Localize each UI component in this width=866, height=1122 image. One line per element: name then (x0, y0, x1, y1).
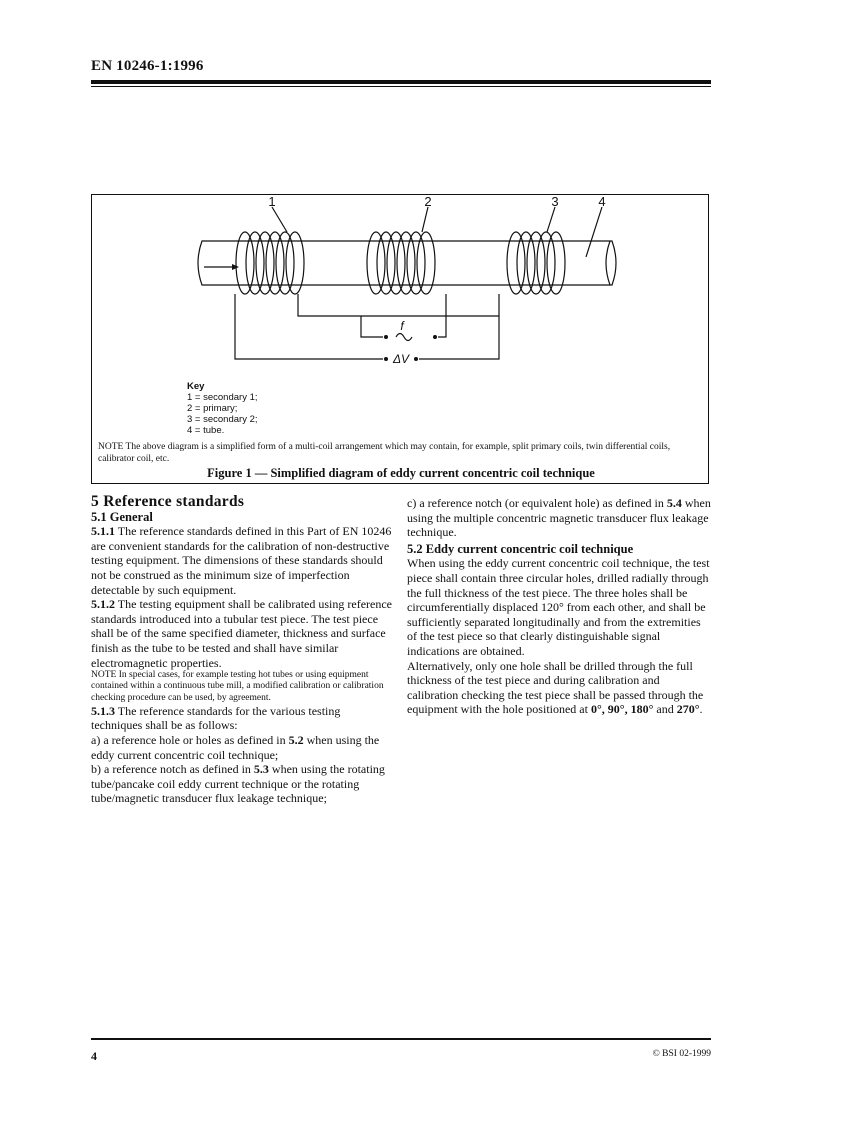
voltage-label: ΔV (392, 352, 410, 366)
paragraph-5-1-2: 5.1.2 The testing equipment shall be calibrated using reference standards introduced into a tubular test piece. The test piece shall be of the same specified diameter, thickness and surface finish as the tube to be tested and shall have similar electromagnetic properties. (91, 597, 393, 670)
figure-key (187, 381, 258, 436)
frequency-label: f (400, 319, 404, 333)
key-item: 4 = tube. (187, 425, 225, 436)
callout-3: 3 (551, 195, 559, 209)
list-item-c: c) a reference notch (or equivalent hole) as defined in 5.4 when using the multiple concentric magnetic transducer flux leakage technique. (407, 496, 711, 540)
key-item: 1 = secondary 1; (187, 392, 258, 403)
header-rule-thin (91, 86, 711, 87)
key-title: Key (187, 381, 205, 392)
key-item: 3 = secondary 2; (187, 414, 258, 425)
paragraph-5-1-3: 5.1.3 The reference standards for the various testing techniques shall be as follows: (91, 703, 341, 733)
list-item-a: a) a reference hole or holes as defined in 5.2 when using the eddy current concentric coil technique; (91, 732, 380, 762)
list-item-b: b) a reference notch as defined in 5.3 when using the rotating tube/pancake coil eddy current technique or the rotating tube/magnetic transducer flux leakage technique; (91, 762, 385, 806)
header-rule-thick (91, 80, 711, 84)
page-number: 4 (91, 1049, 97, 1063)
copyright-notice: © BSI 02-1999 (652, 1049, 711, 1059)
footer-rule (91, 1038, 711, 1040)
figure-note: NOTE The above diagram is a simplified form of a multi-coil arrangement which may contain, for example, split primary coils, twin differential coils, calibrator coil, etc. (98, 442, 671, 464)
callout-1: 1 (268, 195, 276, 209)
key-item: 2 = primary; (187, 403, 238, 414)
paragraph-5-2-b: Alternatively, only one hole shall be drilled through the full thickness of the test piece and during calibration and calibration checking the test piece shall be passed through the equipment with the hole positioned at 0°, 90°, 180° and 270°. (407, 658, 704, 717)
callout-2: 2 (424, 195, 432, 209)
paragraph-5-1-1: 5.1.1 The reference standards defined in this Part of EN 10246 are convenient standards for the calibration of non-destructive testing equipment. The dimensions of these standards should not be construed as the minimum size of imperfection detectable by such equipment. (91, 524, 392, 597)
note-5-1-2: NOTE In special cases, for example testing hot tubes or using equipment contained within a continuous tube mill, a modified calibration or calibration checking procedure can be used, by agreement. (91, 670, 384, 703)
callout-4: 4 (598, 195, 606, 209)
right-column (407, 496, 711, 717)
section-heading-5-1: 5.1 General (91, 509, 153, 524)
figure-caption: Figure 1 — Simplified diagram of eddy current concentric coil technique (207, 466, 595, 480)
paragraph-5-2-a: When using the eddy current concentric coil technique, the test piece shall contain three circular holes, drilled radially through the full thickness of the test piece. The three holes shall be circumferentially displaced 120° from each other, and shall be sufficiently separated longitudinally and from the extremities of the test piece so that clearly distinguishable signal indications are obtained. (407, 556, 710, 658)
document-header-title: EN 10246-1:1996 (91, 58, 204, 74)
ac-source-symbol (396, 334, 412, 341)
section-heading-5: 5 Reference standards (91, 493, 245, 510)
left-column (91, 495, 392, 806)
section-heading-5-2: 5.2 Eddy current concentric coil technique (407, 541, 634, 556)
tube-break (606, 241, 610, 285)
figure-1 (91, 194, 709, 484)
